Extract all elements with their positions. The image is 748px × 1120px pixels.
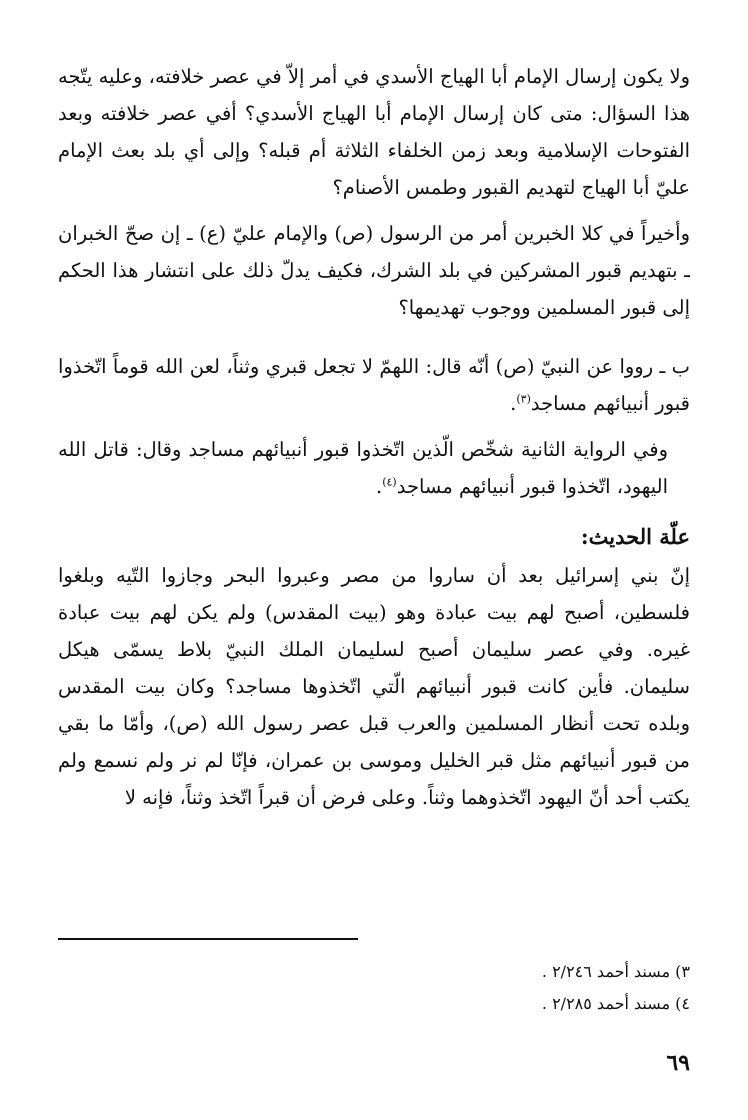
section-heading: علّة الحديث: <box>580 524 690 549</box>
footnote-4: ٤) مسند أحمد ٢/٢٨٥ . <box>541 994 690 1013</box>
paragraph-2: وأخيراً في كلا الخبرين أمر من الرسول (ص) والإمام عليّ (ع) ـ إن صحّ الخبران ـ بتهديم قبور المشركين في بلد الشرك، فكيف يدلّ ذلك على انتشار هذا الحكم إلى قبور المسلمين ووجوب تهديمها؟ <box>58 222 690 319</box>
footnote-3: ٣) مسند أحمد ٢/٢٤٦ . <box>541 962 690 981</box>
paragraph-3-text: ب ـ رووا عن النبيّ (ص) أنّه قال: اللهمّ لا تجعل قبري وثناً، لعن الله قوماً اتّخذوا قبور أنبيائهم مساجد <box>58 355 690 415</box>
paragraph-5: إنّ بني إسرائيل بعد أن ساروا من مصر وعبروا البحر وجازوا التّيه وبلغوا فلسطين، أصبح لهم بيت عبادة وهو (بيت المقدس) ولم يكن لهم بيت عبادة غيره. وفي عصر سليمان أصبح لسليمان الملك النبيّ بلاط يسمّى هيكل سليمان. فأين كانت قبور أنبيائهم الّتي اتّخذوها مساجد؟ وكان بيت المقدس وبلده تحت أنظار المسلمين والعرب قبل عصر رسول الله (ص)، وأمّا ما بقي من قبور أنبيائهم مثل قبر الخليل وموسى بن عمران، فإنّا لم نر ولم نسمع ولم يكتب أحد أنّ اليهود اتّخذوهما وثناً. وعلى فرض أن قبراً اتّخذ وثناً، فإنه لا <box>58 564 690 809</box>
paragraph-3 <box>58 348 690 422</box>
footnote-ref-3: (٣) <box>516 392 531 406</box>
paragraph-4-text: وفي الرواية الثانية شخّص الّذين اتّخذوا قبور أنبيائهم مساجد وقال: قاتل الله اليهود، اتّخذوا قبور أنبيائهم مساجد <box>58 438 668 498</box>
paragraph-4-end: . <box>375 475 383 498</box>
footnote-divider <box>58 938 358 940</box>
page-number: ٦٩ <box>666 1050 690 1076</box>
paragraph-gap <box>58 326 690 348</box>
paragraph-4 <box>58 431 690 505</box>
footnote-ref-4: (٤) <box>382 475 397 489</box>
paragraph-1: ولا يكون إرسال الإمام أبا الهياج الأسدي في أمر إلاّ في عصر خلافته، وعليه يتّجه هذا السؤال: متى كان إرسال الإمام أبا الهياج الأسدي؟ أفي عصر خلافته وبعد الفتوحات الإسلامية وبعد زمن الخلفاء الثلاثة أم قبله؟ وإلى أي بلد بعث الإمام عليّ أبا الهياج لتهديم القبور وطمس الأصنام؟ <box>58 65 690 199</box>
footnotes <box>58 956 690 1020</box>
paragraph-3-end: . <box>510 392 517 415</box>
